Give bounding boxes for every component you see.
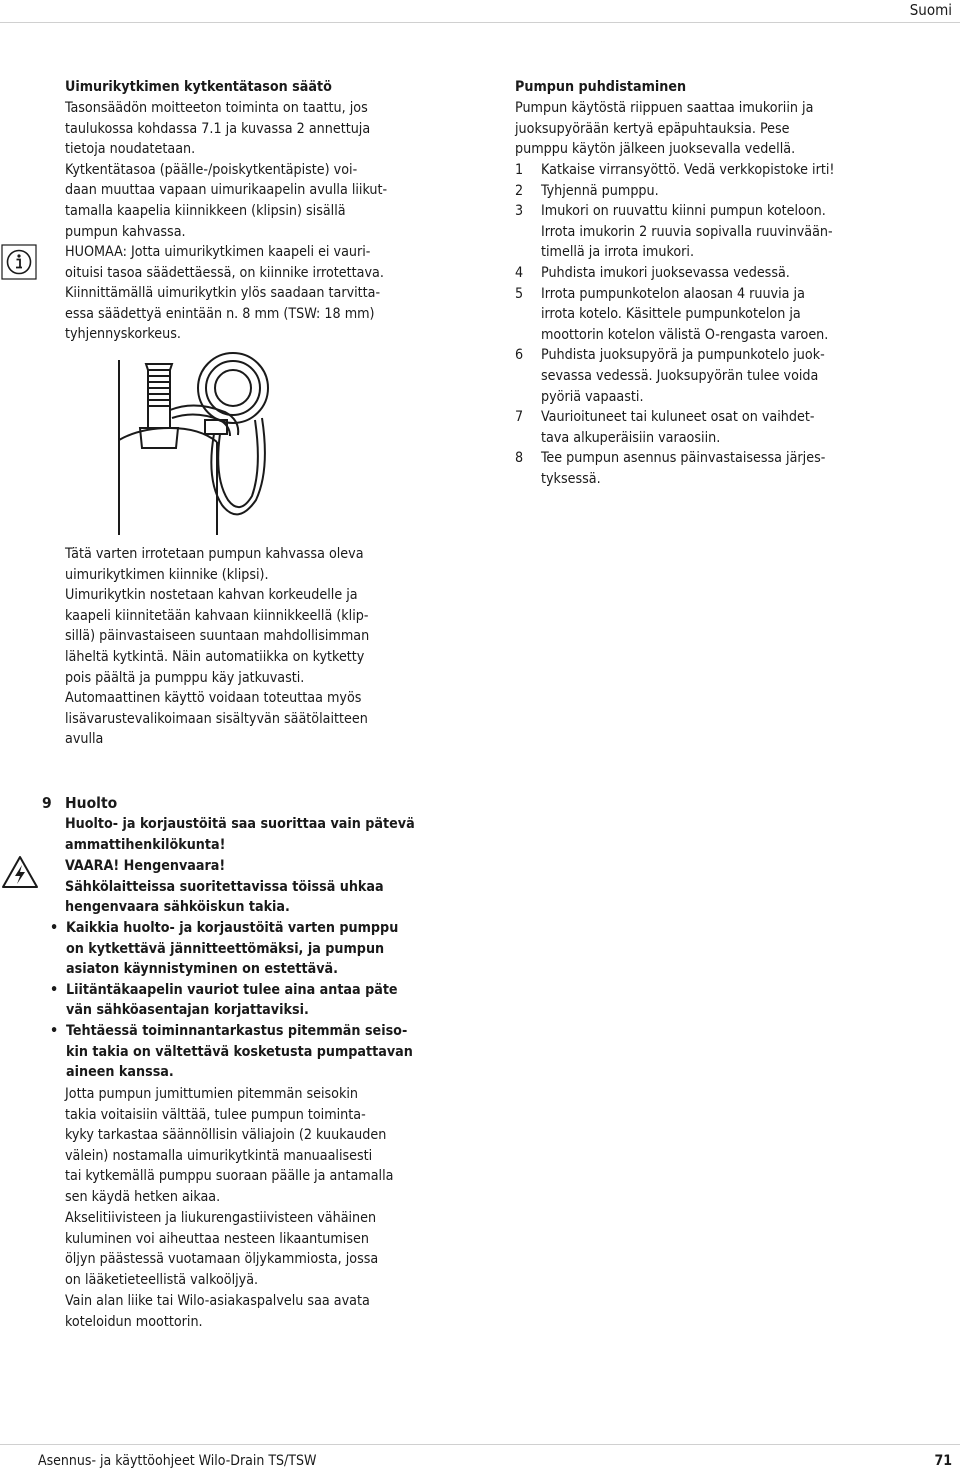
electric-hazard-warning-icon [1,855,39,889]
list-item: 2 Tyhjennä pumppu. [515,182,659,199]
list-item: • Liitäntäkaapelin vauriot tulee aina antaa päte vän sähköasentajan korjattaviksi. [50,981,398,1019]
maintenance-paragraph-2: Akselitiivisteen ja liukurengastiivisteen vähäinen kuluminen voi aiheuttaa nesteen likaantumisen öljyn päästessä vuotamaan öljykammiosta, jossa on lääketieteellistä valkoöljyä. [65,1210,379,1288]
list-item: • Kaikkia huolto- ja korjaustöitä varten pumppu on kytkettävä jännitteettömäksi, ja pumpun asiaton käynnistyminen on estettävä. [50,920,399,978]
list-item: • Tehtäessä toiminnantarkastus pitemmän seiso- kin takia on vältettävä kosketusta pumpattavan aineen kanssa. [50,1022,413,1081]
list-item: 7 Vaurioituneet tai kuluneet osat on vaihdet- tava alkuperäisiin varaosiin. [515,409,815,446]
footer-divider [0,1444,960,1445]
danger-warning: VAARA! Hengenvaara! Sähkölaitteissa suoritettavissa töissä uhkaa hengenvaara sähköiskun takia. [65,858,384,916]
list-item: 1 Katkaise virransyöttö. Vedä verkkopistoke irti! [515,162,835,178]
cleaning-heading: Pumpun puhdistaminen [515,79,687,95]
maintenance-paragraph-1: Jotta pumpun jumittumien pitemmän seisokin takia voitaisiin välttää, tulee pumpun toiminta- kyky tarkastaa säännöllisin väliajoin (2 kuukauden välein) nostamalla uimurikytkintä manuaalisesti tai kytkemällä pumppu suoraan päälle ja antamalla sen käydä hetken aikaa. [65,1086,394,1205]
language-label: Suomi [909,1,952,19]
float-switch-paragraph-2: Tätä varten irrotetaan pumpun kahvassa oleva uimurikytkimen kiinnike (klipsi). Uimurikytkin nostetaan kahvan korkeudelle ja kaapeli kiinnitetään kahvaan kiinnikkeellä (klip- sillä) päinvastaiseen suuntaan mahdollisimman läheltä kytkintä. Näin automatiikka on kytketty pois päältä ja pumppu käy jatkuvasti. Automaattinen käyttö voidaan toteuttaa myös lisävarustevalikoimaan sisältyvän säätölaitteen avulla [65,546,370,748]
float-switch-paragraph: Tasonsäädön moitteeton toiminta on taattu, jos taulukossa kohdassa 7.1 ja kuvassa 2 annettuja tietoja noudatetaan. Kytkentätasoa (päälle-/poiskytkentäpiste) voi- daan muuttaa vapaan uimurikaapelin avulla liikut- tamalla kaapelia kiinnikkeen (klipsin) sisällä pumpun kahvassa. [65,100,388,240]
warning-qualified-personnel: Huolto- ja korjaustöitä saa suorittaa vain pätevä ammattihenkilökunta! [65,816,415,853]
header-divider [0,22,960,23]
footer-document-title: Asennus- ja käyttöohjeet Wilo-Drain TS/TSW [38,1453,317,1469]
note-paragraph: HUOMAA: Jotta uimurikytkimen kaapeli ei vauri- oituisi tasoa säädettäessä, on kiinnike irrotettava. Kiinnittämällä uimurikytkin ylös saadaan tarvitta- essa säädettyä enintään n. 8 mm (TSW: 18 mm) tyhjennyskorkeus. [65,244,384,343]
maintenance-bullets [50,918,430,1083]
section-number: 9 [42,794,52,812]
list-item: 5 Irrota pumpunkotelon alaosan 4 ruuvia ja irrota kotelo. Käsittele pumpunkotelon ja moottorin kotelon välistä O-rengasta varoen. [515,285,829,343]
info-icon [1,244,37,280]
maintenance-paragraph-3: Vain alan liike tai Wilo-asiakaspalvelu saa avata koteloidun moottorin. [65,1293,370,1330]
list-item: 4 Puhdista imukori juoksevassa vedessä. [515,264,790,281]
list-item: 8 Tee pumpun asennus päinvastaisessa järjes- tyksessä. [515,450,826,487]
cleaning-steps [515,160,895,490]
float-switch-pump-figure [110,340,280,535]
cleaning-intro: Pumpun käytöstä riippuen saattaa imukoriin ja juoksupyörään kertyä epäpuhtauksia. Pese pumppu käytön jälkeen juoksevalla vedellä. [515,100,814,158]
section-title: Huolto [65,794,118,812]
list-item: 3 Imukori on ruuvattu kiinni pumpun koteloon. Irrota imukorin 2 ruuvia sopivalla ruuvinvään- timellä ja irrota imukori. [515,203,833,261]
float-switch-heading: Uimurikytkimen kytkentätason säätö [65,79,332,95]
page-number: 71 [934,1453,952,1469]
list-item: 6 Puhdista juoksupyörä ja pumpunkotelo juok- sevassa vedessä. Juoksupyörän tulee voida pyöriä vapaasti. [515,347,825,405]
